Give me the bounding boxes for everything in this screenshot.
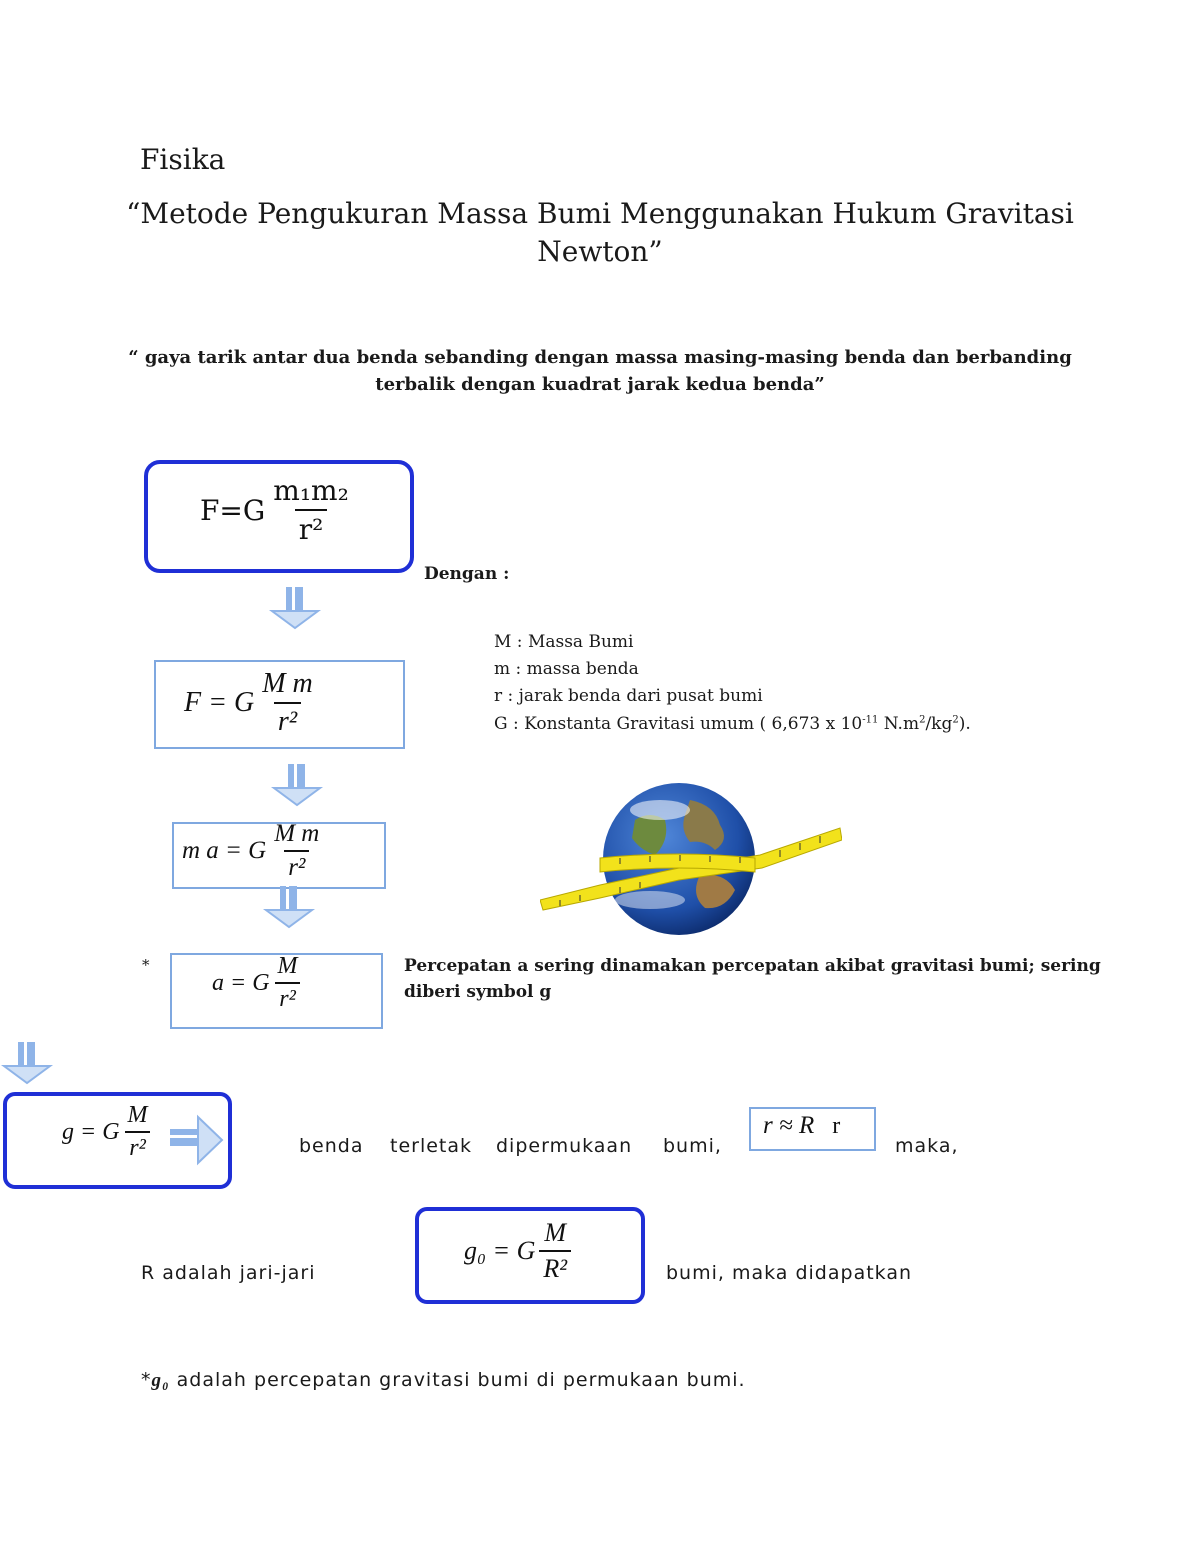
down-arrow-icon — [0, 1040, 54, 1085]
eq1-numerator: m₁m₂ — [273, 474, 349, 507]
equation-newton-law — [200, 474, 353, 546]
eq2-denominator: r² — [274, 702, 301, 738]
quote-line-1: “ gaya tarik antar dua benda sebanding dengan massa masing-masing benda dan berbanding — [128, 347, 1072, 368]
footnote-text: adalah percepatan gravitasi bumi di permukaan bumi. — [169, 1369, 746, 1391]
surface-text-maka: maka, — [895, 1135, 959, 1157]
eq1-denominator: r² — [295, 509, 328, 546]
down-arrow-icon — [262, 884, 316, 929]
eq2-numerator: M m — [262, 668, 313, 699]
equation-earth-mass — [184, 668, 317, 738]
surface-text-benda: benda — [299, 1135, 364, 1157]
equation-a-equals — [212, 953, 302, 1013]
legend-item-G: G : Konstanta Gravitasi umum ( 6,673 x $10^{-11}$ $N.m^2/kg^2$). — [494, 714, 971, 734]
eq3-denominator: r² — [284, 850, 309, 882]
eq5-numerator: M — [127, 1102, 148, 1128]
equation-approx — [763, 1112, 840, 1140]
eq6-tail: r — [832, 1112, 841, 1139]
footnote — [141, 1369, 746, 1392]
down-arrow-icon — [270, 762, 324, 807]
eq4-numerator: M — [277, 953, 298, 979]
radius-text-right: bumi, maka didapatkan — [666, 1262, 913, 1284]
eq1-lhs: F=G — [200, 493, 266, 527]
right-arrow-icon — [168, 1113, 226, 1167]
down-arrow-icon — [268, 585, 322, 630]
quote-line-2: terbalik dengan kuadrat jarak kedua benda” — [375, 374, 825, 395]
radius-text-left: R adalah jari-jari — [141, 1262, 316, 1284]
footnote-symbol: g₀ — [151, 1370, 170, 1391]
eq7-numerator: M — [544, 1218, 567, 1247]
eq6-expr: r ≈ R — [763, 1112, 815, 1139]
legend-item-m: m : massa benda — [494, 659, 639, 679]
earth-tape-measure-image — [540, 780, 842, 938]
equation-acceleration — [182, 820, 323, 882]
eq7-lhs: g₀ = G — [464, 1236, 536, 1265]
title-line-2: Newton” — [537, 235, 663, 268]
eq2-lhs: F = G — [184, 687, 255, 718]
equation-g0 — [464, 1218, 571, 1284]
eq4-lhs: a = G — [212, 969, 270, 996]
eq5-denominator: r² — [125, 1131, 150, 1162]
surface-text-dipermukaan: dipermukaan — [496, 1135, 633, 1157]
eq3-numerator: M m — [274, 820, 320, 847]
title-line-1: “Metode Pengukuran Massa Bumi Menggunakan Hukum Gravitasi — [126, 197, 1074, 230]
subject-heading: Fisika — [140, 143, 226, 176]
surface-text-bumi: bumi, — [663, 1135, 722, 1157]
acceleration-note-line-2: diberi symbol g — [404, 982, 552, 1002]
eq4-denominator: r² — [275, 982, 300, 1013]
acceleration-note-line-1: Percepatan a sering dinamakan percepatan akibat gravitasi bumi; sering — [404, 956, 1101, 976]
eq3-lhs: m a = G — [182, 837, 267, 864]
legend-item-r: r : jarak benda dari pusat bumi — [494, 686, 763, 706]
surface-text-terletak: terletak — [390, 1135, 473, 1157]
footnote-star: * — [141, 1369, 152, 1391]
legend-item-M: M : Massa Bumi — [494, 632, 634, 652]
eq5-lhs: g = G — [62, 1118, 120, 1145]
legend-label: Dengan : — [424, 564, 510, 584]
star-marker: * — [142, 956, 150, 974]
equation-g — [62, 1102, 152, 1162]
eq7-denominator: R² — [539, 1250, 571, 1284]
